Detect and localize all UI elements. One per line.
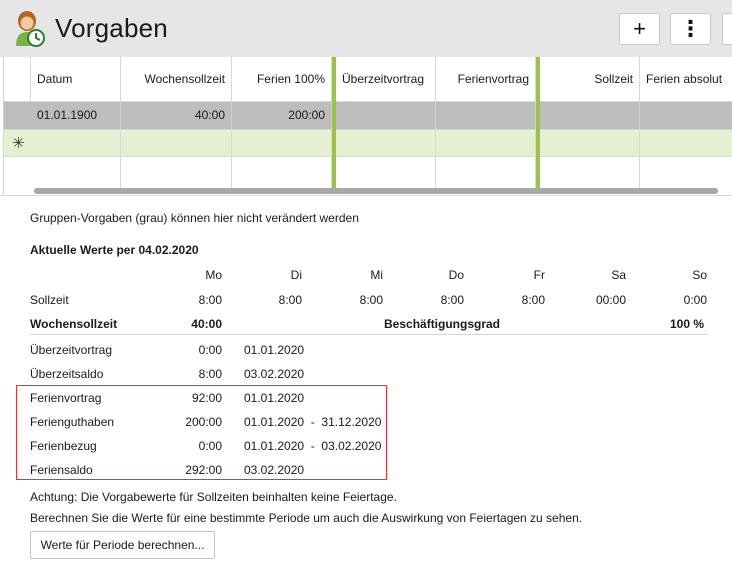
ferienbezug-value: 0:00 xyxy=(198,439,222,453)
new-cell[interactable] xyxy=(640,129,732,156)
add-button[interactable] xyxy=(619,13,660,45)
column-group-separator xyxy=(536,57,540,191)
column-group-separator xyxy=(332,57,336,191)
page-title: Vorgaben xyxy=(55,13,168,43)
ferienguthaben-label: Ferienguthaben xyxy=(30,415,115,429)
new-cell[interactable] xyxy=(540,129,640,156)
cell-sollzeit[interactable] xyxy=(540,101,640,129)
ferienbezug-date: 01.01.2020 - 03.02.2020 xyxy=(244,439,382,453)
sollzeit-di: 8:00 xyxy=(278,293,302,307)
calculate-period-button-label: Werte für Periode berechnen... xyxy=(40,538,205,552)
grid-divider xyxy=(4,101,732,102)
holiday-warning: Achtung: Die Vorgabewerte für Sollzeiten beinhalten keine Feiertage. xyxy=(30,490,397,504)
more-options-button[interactable] xyxy=(670,13,711,45)
cell-ferien[interactable]: 200:00 xyxy=(232,101,332,129)
new-cell[interactable] xyxy=(232,129,332,156)
grid-divider xyxy=(4,129,732,130)
cell-ferienvortrag[interactable] xyxy=(436,101,536,129)
empty-cell xyxy=(640,156,732,189)
section-divider xyxy=(30,334,708,335)
day-header-fr: Fr xyxy=(533,268,545,282)
day-header-so: So xyxy=(692,268,707,282)
ferienvortrag-label: Ferienvortrag xyxy=(30,391,102,405)
user-clock-icon xyxy=(10,10,46,48)
column-header-ueberzeitvortrag[interactable] xyxy=(336,57,436,101)
column-header-wochensollzeit[interactable] xyxy=(121,57,232,101)
new-cell[interactable] xyxy=(31,129,121,156)
column-header-label: Ferien 100% xyxy=(256,72,325,86)
empty-cell xyxy=(31,156,121,189)
sollzeit-do: 8:00 xyxy=(440,293,464,307)
new-cell[interactable] xyxy=(436,129,536,156)
calculate-period-button[interactable] xyxy=(30,531,215,559)
column-header-label: Sollzeit xyxy=(594,72,633,86)
vorgaben-grid xyxy=(3,57,732,195)
group-defaults-note: Gruppen-Vorgaben (grau) können hier nicht verändert werden xyxy=(30,211,359,225)
sollzeit-fr: 8:00 xyxy=(521,293,545,307)
sollzeit-mi: 8:00 xyxy=(359,293,383,307)
column-header-label: Wochensollzeit xyxy=(144,72,225,86)
empty-cell xyxy=(436,156,536,189)
ueberzeitvortrag-label: Überzeitvortrag xyxy=(30,343,113,357)
cell-ueberzeitvortrag[interactable] xyxy=(336,101,436,129)
ueberzeitvortrag-date: 01.01.2020 xyxy=(244,343,305,357)
day-header-mo: Mo xyxy=(205,268,222,282)
beschaeftigungsgrad-value: 100 % xyxy=(669,317,704,331)
day-header-mi: Mi xyxy=(370,268,383,282)
feriensaldo-label: Feriensaldo xyxy=(30,463,93,477)
column-header-sollzeit[interactable] xyxy=(540,57,640,101)
new-row[interactable] xyxy=(4,129,732,156)
new-cell[interactable] xyxy=(336,129,436,156)
column-header-ferien[interactable] xyxy=(232,57,332,101)
feriensaldo-value: 292:00 xyxy=(185,463,222,477)
ueberzeitsaldo-value: 8:00 xyxy=(198,367,222,381)
plus-icon: + xyxy=(633,16,646,41)
sollzeit-label: Sollzeit xyxy=(30,293,69,307)
period-hint: Berechnen Sie die Werte für eine bestimmte Periode um auch die Auswirkung von Feiertagen zu sehen. xyxy=(30,511,583,525)
ueberzeitsaldo-label: Überzeitsaldo xyxy=(30,367,104,381)
empty-cell xyxy=(336,156,436,189)
ferienvortrag-value: 92:00 xyxy=(191,391,222,405)
new-row-marker-icon: ✳ xyxy=(12,135,25,152)
ferienguthaben-date: 01.01.2020 - 31.12.2020 xyxy=(244,415,382,429)
table-row[interactable] xyxy=(4,101,732,129)
ferienguthaben-value: 200:00 xyxy=(185,415,222,429)
feriensaldo-date: 03.02.2020 xyxy=(244,463,305,477)
sollzeit-sa: 00:00 xyxy=(595,293,626,307)
column-header-label: Ferienvortrag xyxy=(457,72,529,86)
empty-cell xyxy=(121,156,232,189)
header-bar xyxy=(0,0,732,57)
empty-cell xyxy=(232,156,332,189)
column-header-ferien-absolut[interactable] xyxy=(640,57,732,101)
more-vertical-icon: ⋮ xyxy=(679,16,702,41)
wochensollzeit-value: 40:00 xyxy=(191,317,222,331)
ferienbezug-label: Ferienbezug xyxy=(30,439,97,453)
column-header-label: Datum xyxy=(37,72,73,86)
day-header-di: Di xyxy=(290,268,302,282)
column-header-datum[interactable] xyxy=(31,57,121,101)
current-values-title: Aktuelle Werte per 04.02.2020 xyxy=(30,243,199,257)
beschaeftigungsgrad-label: Beschäftigungsgrad xyxy=(384,317,501,331)
partially-visible-button[interactable] xyxy=(722,13,732,45)
day-header-do: Do xyxy=(448,268,464,282)
day-header-sa: Sa xyxy=(611,268,626,282)
column-header-label: Ferien absolut xyxy=(646,72,723,86)
ferienvortrag-date: 01.01.2020 xyxy=(244,391,305,405)
empty-row xyxy=(4,156,732,189)
ueberzeitsaldo-date: 03.02.2020 xyxy=(244,367,305,381)
wochensollzeit-label: Wochensollzeit xyxy=(30,317,118,331)
new-cell[interactable] xyxy=(121,129,232,156)
cell-ferien-absolut[interactable] xyxy=(640,101,732,129)
column-header-label: Überzeitvortrag xyxy=(342,72,425,86)
cell-wochensollzeit[interactable]: 40:00 xyxy=(121,101,232,129)
sollzeit-so: 0:00 xyxy=(683,293,707,307)
empty-cell xyxy=(540,156,640,189)
ueberzeitvortrag-value: 0:00 xyxy=(198,343,222,357)
grid-divider xyxy=(4,156,732,157)
grid-bottom-border xyxy=(0,195,732,196)
column-header-ferienvortrag[interactable] xyxy=(436,57,536,101)
sollzeit-mo: 8:00 xyxy=(198,293,222,307)
horizontal-scrollbar[interactable] xyxy=(34,188,718,194)
cell-datum[interactable]: 01.01.1900 xyxy=(31,101,121,129)
